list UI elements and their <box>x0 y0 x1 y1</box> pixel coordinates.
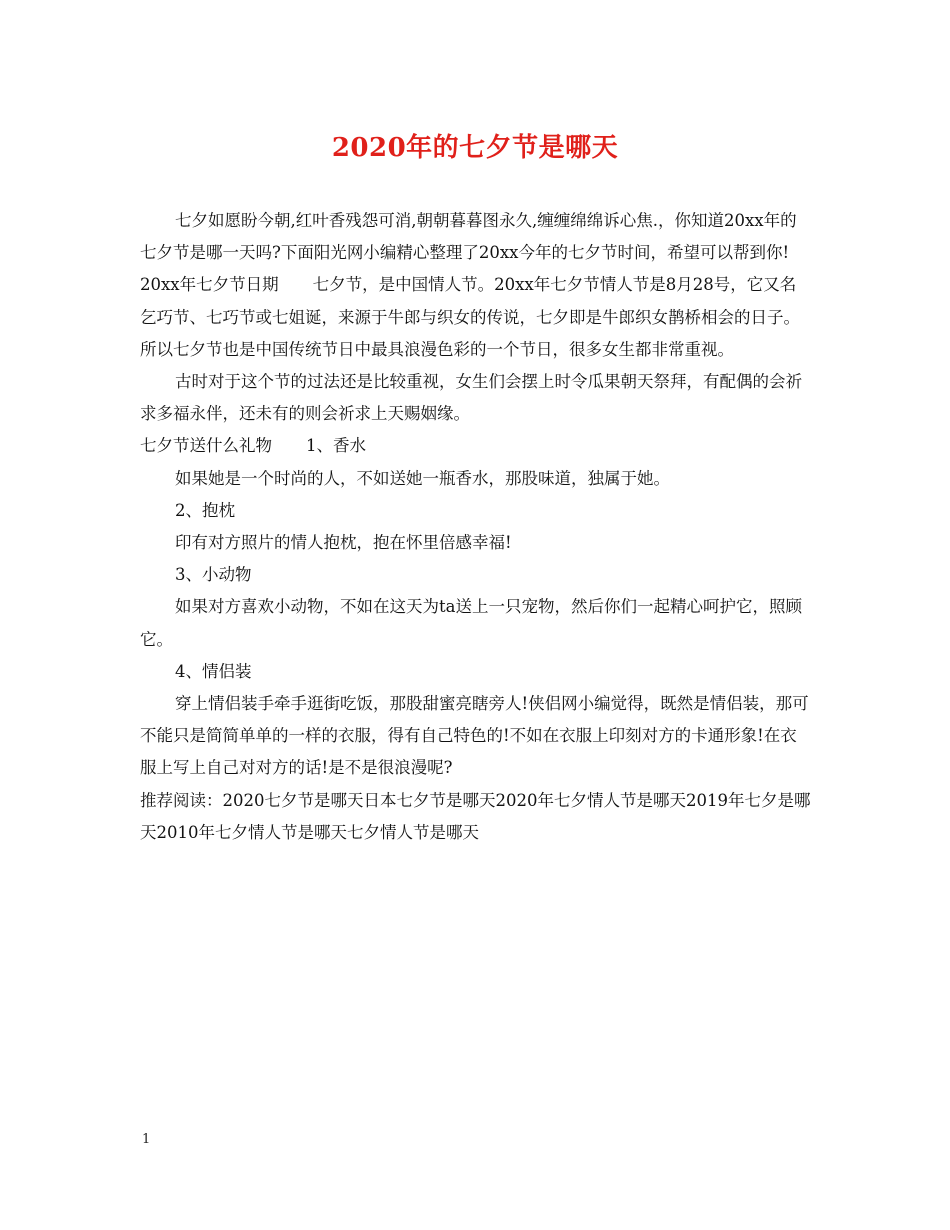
gift2-text: 印有对方照片的情人抱枕，抱在怀里倍感幸福! <box>175 533 512 553</box>
gift1-text: 如果她是一个时尚的人，不如送她一瓶香水，那股味道，独属于她。 <box>175 468 670 488</box>
intro-paragraph: 七夕如愿盼今朝,红叶香残怨可消,朝朝暮暮图永久,缠缠绵绵诉心焦.，你知道20xx年的七夕节是哪一天吗?下面阳光网小编精心整理了20xx今年的七夕节时间，希望可以帮到你! <box>140 211 797 263</box>
gift-heading: 七夕节送什么礼物 <box>140 436 272 456</box>
gift-heading-line <box>140 430 812 462</box>
gift3-title: 3、小动物 <box>175 565 252 585</box>
document-body <box>140 205 812 849</box>
recommended-reading: 推荐阅读：2020七夕节是哪天日本七夕节是哪天2020年七夕情人节是哪天2019年七夕是哪天2010年七夕情人节是哪天七夕情人节是哪天 <box>140 790 811 842</box>
document-title: 2020年的七夕节是哪天 <box>331 133 619 163</box>
history-paragraph: 古时对于这个节的过法还是比较重视，女生们会摆上时令瓜果朝天祭拜，有配偶的会祈求多福永伴，还未有的则会祈求上天赐姻缘。 <box>140 372 802 424</box>
gift2-title: 2、抱枕 <box>175 500 235 520</box>
gift1-title: 1、香水 <box>306 436 366 456</box>
gift3-text: 如果对方喜欢小动物，不如在这天为ta送上一只宠物，然后你们一起精心呵护它，照顾它。 <box>140 597 802 649</box>
date-paragraph <box>140 269 812 366</box>
date-heading: 20xx年七夕节日期 <box>140 275 279 295</box>
gift4-text: 穿上情侣装手牵手逛街吃饭，那股甜蜜亮瞎旁人!侠侣网小编觉得，既然是情侣装，那可不能只是简简单单的一样的衣服，得有自己特色的!不如在衣服上印刻对方的卡通形象!在衣服上写上自己对对方的话!是不是很浪漫呢? <box>140 694 809 778</box>
date-text: 七夕节，是中国情人节。20xx年七夕节情人节是8月28号，它又名乞巧节、七巧节或七姐诞，来源于牛郎与织女的传说，七夕即是牛郎织女鹊桥相会的日子。所以七夕节也是中国传统节日中最具浪漫色彩的一个节日，很多女生都非常重视。 <box>140 275 800 359</box>
gift4-title: 4、情侣装 <box>175 661 252 681</box>
page-number: 1 <box>142 1132 151 1147</box>
